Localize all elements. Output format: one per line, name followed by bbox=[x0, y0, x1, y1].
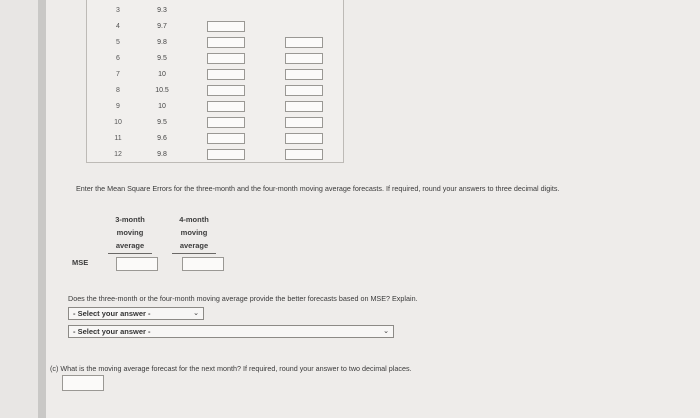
three-month-forecast-input[interactable] bbox=[207, 101, 245, 112]
left-sidebar-strip bbox=[38, 0, 46, 418]
time-series-value-cell: 9.5 bbox=[157, 119, 167, 126]
four-month-forecast-input[interactable] bbox=[285, 37, 323, 48]
mse-row-label: MSE bbox=[72, 258, 89, 267]
mse-header-4month-line3: average bbox=[179, 241, 209, 250]
four-month-forecast-input[interactable] bbox=[285, 53, 323, 64]
four-month-forecast-input[interactable] bbox=[285, 149, 323, 160]
table-row bbox=[87, 35, 343, 51]
table-row bbox=[87, 99, 343, 115]
time-series-value-cell: 9.5 bbox=[157, 55, 167, 62]
mse-header-3month-underline bbox=[108, 253, 152, 254]
four-month-forecast-input[interactable] bbox=[285, 85, 323, 96]
forecast-table bbox=[86, 0, 344, 163]
four-month-forecast-input[interactable] bbox=[285, 133, 323, 144]
period-cell: 9 bbox=[116, 103, 120, 110]
mse-header-3month-line1: 3-month bbox=[115, 215, 145, 224]
period-cell: 3 bbox=[116, 7, 120, 14]
three-month-forecast-input[interactable] bbox=[207, 69, 245, 80]
table-row bbox=[87, 83, 343, 99]
period-cell: 4 bbox=[116, 23, 120, 30]
table-row bbox=[87, 67, 343, 83]
three-month-forecast-input[interactable] bbox=[207, 53, 245, 64]
three-month-forecast-input[interactable] bbox=[207, 117, 245, 128]
period-cell: 6 bbox=[116, 55, 120, 62]
four-month-forecast-input[interactable] bbox=[285, 101, 323, 112]
three-month-forecast-input[interactable] bbox=[207, 37, 245, 48]
time-series-value-cell: 10 bbox=[158, 71, 166, 78]
mse-header-4month bbox=[170, 213, 218, 252]
table-row bbox=[87, 19, 343, 35]
period-cell: 7 bbox=[116, 71, 120, 78]
explanation-select-value: - Select your answer - bbox=[73, 327, 151, 336]
four-month-forecast-input[interactable] bbox=[285, 117, 323, 128]
three-month-forecast-input[interactable] bbox=[207, 149, 245, 160]
explanation-select[interactable] bbox=[68, 325, 394, 338]
better-forecast-question: Does the three-month or the four-month moving average provide the better forecasts based on MSE? Explain. bbox=[68, 294, 418, 303]
time-series-value-cell: 10 bbox=[158, 103, 166, 110]
time-series-value-cell: 9.8 bbox=[157, 151, 167, 158]
three-month-forecast-input[interactable] bbox=[207, 133, 245, 144]
chevron-down-icon: ⌄ bbox=[383, 328, 389, 335]
table-row bbox=[87, 3, 343, 19]
table-row bbox=[87, 51, 343, 67]
table-row bbox=[87, 147, 343, 163]
part-c-question: (c) What is the moving average forecast for the next month? If required, round your answer to two decimal places. bbox=[50, 364, 412, 373]
period-cell: 12 bbox=[114, 151, 122, 158]
mse-4month-input[interactable] bbox=[182, 257, 224, 271]
mse-header-3month bbox=[106, 213, 154, 252]
three-month-forecast-input[interactable] bbox=[207, 21, 245, 32]
mse-header-4month-line2: moving bbox=[180, 228, 208, 237]
mse-header-3month-line3: average bbox=[115, 241, 145, 250]
next-month-forecast-input[interactable] bbox=[62, 375, 104, 391]
time-series-value-cell: 9.6 bbox=[157, 135, 167, 142]
period-cell: 8 bbox=[116, 87, 120, 94]
three-month-forecast-input[interactable] bbox=[207, 85, 245, 96]
mse-header-4month-line1: 4-month bbox=[179, 215, 209, 224]
mse-3month-input[interactable] bbox=[116, 257, 158, 271]
time-series-value-cell: 9.3 bbox=[157, 7, 167, 14]
chevron-down-icon: ⌄ bbox=[193, 310, 199, 317]
table-row bbox=[87, 131, 343, 147]
four-month-forecast-input[interactable] bbox=[285, 69, 323, 80]
mse-instruction: Enter the Mean Square Errors for the three-month and the four-month moving average forecasts. If required, round your answers to three decimal digits. bbox=[76, 184, 560, 193]
time-series-value-cell: 9.8 bbox=[157, 39, 167, 46]
better-forecast-select-value: - Select your answer - bbox=[73, 309, 151, 318]
mse-header-4month-underline bbox=[172, 253, 216, 254]
time-series-value-cell: 10.5 bbox=[155, 87, 169, 94]
time-series-value-cell: 9.7 bbox=[157, 23, 167, 30]
mse-header-3month-line2: moving bbox=[116, 228, 144, 237]
table-row bbox=[87, 115, 343, 131]
period-cell: 11 bbox=[114, 135, 122, 142]
period-cell: 5 bbox=[116, 39, 120, 46]
period-cell: 10 bbox=[114, 119, 122, 126]
better-forecast-select[interactable] bbox=[68, 307, 204, 320]
